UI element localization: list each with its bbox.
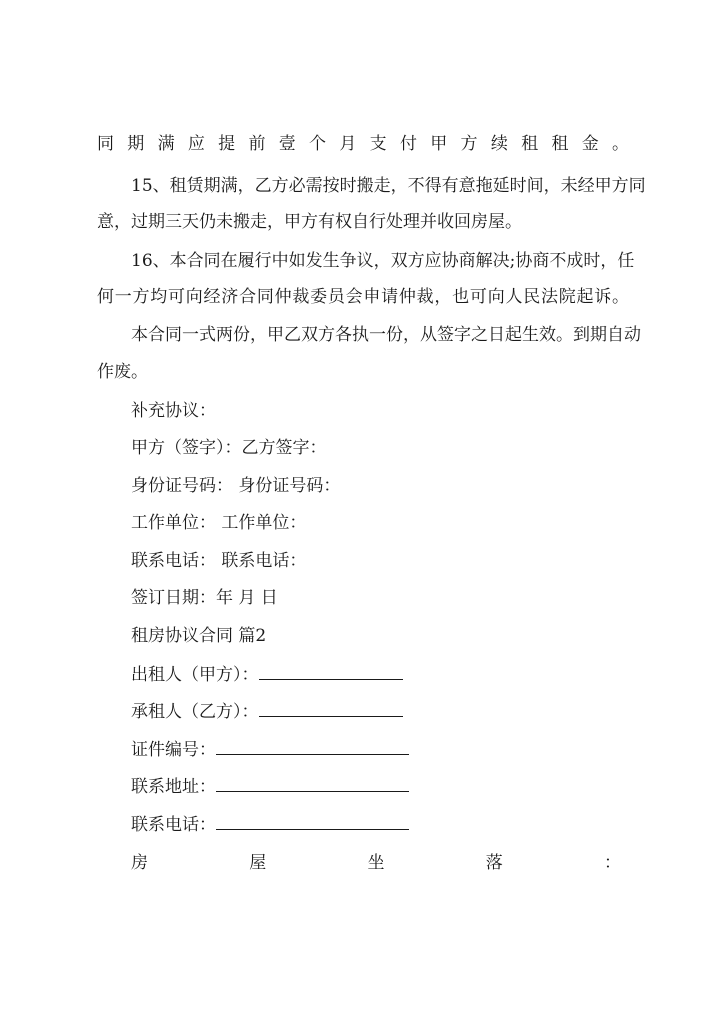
lessee-blank [259,700,403,717]
phone-label: 联系电话： [131,815,216,835]
work-unit-line: 工作单位： 工作单位： [131,513,307,533]
lessor-label: 出租人（甲方）： [131,665,259,685]
location-colon: ： [604,853,621,873]
paragraph-line-3: 意，过期三天仍未搬走，甲方有权自行处理并收回房屋。 [97,212,522,232]
phone-blank [216,813,409,830]
id-blank [216,738,409,755]
paragraph-line-1: 同期满应提前壹个月支付甲方续租租金。 [97,134,629,154]
paragraph-line-7: 作废。 [97,362,148,382]
house-location-line [131,852,621,874]
lessee-label: 承租人（乙方）： [131,702,259,722]
paragraph-line-6: 本合同一式两份，甲乙双方各执一份，从签字之日起生效。到期自动 [131,325,641,345]
signature-line: 甲方（签字）：乙方签字： [131,438,327,458]
id-label: 证件编号： [131,740,216,760]
phone-field [131,813,409,836]
lessor-blank [259,663,403,680]
sign-date-line: 签订日期：年 月 日 [131,588,278,608]
section-title: 租房协议合同 篇2 [131,626,267,646]
supplement-heading: 补充协议： [131,401,216,421]
location-char-1: 房 [131,853,148,873]
lessee-field [131,700,403,723]
location-char-3: 坐 [367,853,385,873]
paragraph-line-4: 16、本合同在履行中如发生争议，双方应协商解决;协商不成时，任 [131,251,635,271]
contact-phone-line: 联系电话： 联系电话： [131,551,307,571]
paragraph-line-5: 何一方均可向经济合同仲裁委员会申请仲裁，也可向人民法院起诉。 [97,287,629,307]
lessor-field [131,663,403,686]
address-blank [216,775,409,792]
paragraph-line-2: 15、租赁期满，乙方必需按时搬走，不得有意拖延时间，未经甲方同 [131,176,646,196]
id-number-line: 身份证号码： 身份证号码： [131,476,341,496]
address-label: 联系地址： [131,777,216,797]
id-field [131,738,409,761]
location-char-4: 落 [485,853,503,873]
address-field [131,775,409,798]
location-char-2: 屋 [249,853,267,873]
